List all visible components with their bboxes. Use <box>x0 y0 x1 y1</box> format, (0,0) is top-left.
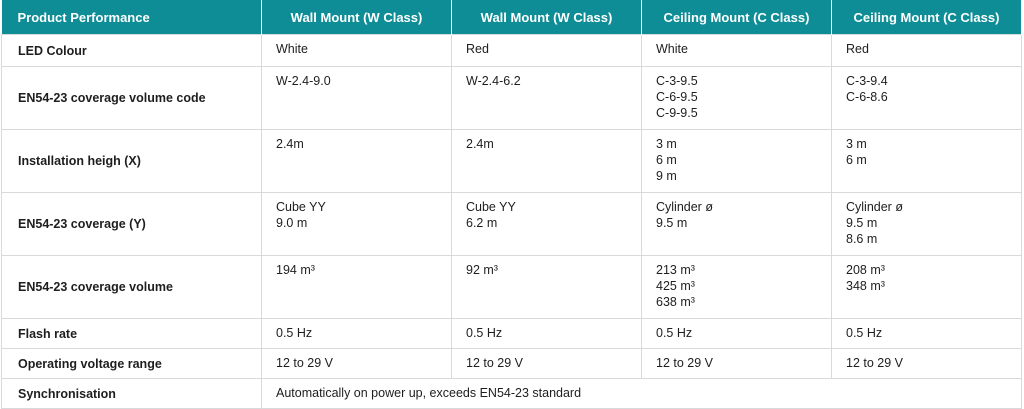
cell-line: 12 to 29 V <box>846 356 903 370</box>
table-row <box>2 193 1022 256</box>
table-cell <box>832 256 1022 319</box>
table-cell <box>452 67 642 130</box>
cell-line: 6 m <box>656 153 677 167</box>
header-wall-mount-red: Wall Mount (W Class) <box>452 0 642 35</box>
table-cell <box>832 349 1022 379</box>
cell-line: 2.4m <box>466 137 494 151</box>
table-row <box>2 35 1022 67</box>
row-label: Flash rate <box>2 319 262 349</box>
cell-line: 12 to 29 V <box>656 356 713 370</box>
cell-line: 213 m³ <box>656 263 695 277</box>
cell-line: W-2.4-9.0 <box>276 74 331 88</box>
table-cell: Automatically on power up, exceeds EN54-23 standard <box>262 379 1022 409</box>
table-cell <box>452 349 642 379</box>
table-cell <box>832 193 1022 256</box>
table-cell <box>262 130 452 193</box>
table-cell <box>642 67 832 130</box>
table-cell <box>452 319 642 349</box>
cell-line: 9 m <box>656 169 677 183</box>
header-ceiling-mount-white: Ceiling Mount (C Class) <box>642 0 832 35</box>
table-cell <box>262 256 452 319</box>
row-label: EN54-23 coverage (Y) <box>2 193 262 256</box>
table-cell <box>452 193 642 256</box>
cell-line: C-9-9.5 <box>656 106 698 120</box>
cell-line: 208 m³ <box>846 263 885 277</box>
table-cell <box>832 35 1022 67</box>
row-label: LED Colour <box>2 35 262 67</box>
cell-line: C-3-9.5 <box>656 74 698 88</box>
cell-line: Cylinder ø <box>846 200 903 214</box>
table-cell <box>832 67 1022 130</box>
cell-line: C-6-8.6 <box>846 90 888 104</box>
cell-line: Cube YY <box>276 200 326 214</box>
cell-line: W-2.4-6.2 <box>466 74 521 88</box>
table-cell <box>642 193 832 256</box>
cell-line: 9.5 m <box>846 216 878 230</box>
cell-line: 3 m <box>656 137 677 151</box>
table-cell <box>832 319 1022 349</box>
cell-line: 3 m <box>846 137 867 151</box>
table-cell <box>642 35 832 67</box>
cell-line: Cylinder ø <box>656 200 713 214</box>
cell-line: 348 m³ <box>846 279 885 293</box>
cell-line: White <box>276 42 308 56</box>
table-row <box>2 349 1022 379</box>
cell-line: 0.5 Hz <box>656 326 693 340</box>
row-label: EN54-23 coverage volume code <box>2 67 262 130</box>
table-cell <box>642 130 832 193</box>
table-row <box>2 130 1022 193</box>
table-row <box>2 256 1022 319</box>
table-cell <box>452 256 642 319</box>
cell-line: 6.2 m <box>466 216 498 230</box>
table-cell <box>642 256 832 319</box>
row-label: Operating voltage range <box>2 349 262 379</box>
table-row <box>2 379 1022 409</box>
cell-line: 0.5 Hz <box>846 326 883 340</box>
cell-line: 9.5 m <box>656 216 688 230</box>
cell-line: Red <box>846 42 869 56</box>
cell-line: 0.5 Hz <box>466 326 503 340</box>
cell-line: Cube YY <box>466 200 516 214</box>
table-cell <box>262 193 452 256</box>
cell-line: 425 m³ <box>656 279 695 293</box>
cell-line: C-3-9.4 <box>846 74 888 88</box>
row-label: Synchronisation <box>2 379 262 409</box>
table-cell <box>262 67 452 130</box>
table-row <box>2 67 1022 130</box>
header-row <box>2 0 1022 35</box>
header-ceiling-mount-red: Ceiling Mount (C Class) <box>832 0 1022 35</box>
cell-line: White <box>656 42 688 56</box>
cell-line: 638 m³ <box>656 295 695 309</box>
row-label: Installation heigh (X) <box>2 130 262 193</box>
cell-line: 0.5 Hz <box>276 326 313 340</box>
table-cell <box>262 319 452 349</box>
cell-line: 2.4m <box>276 137 304 151</box>
table-cell <box>452 35 642 67</box>
cell-line: 12 to 29 V <box>276 356 333 370</box>
table-cell <box>832 130 1022 193</box>
cell-line: 9.0 m <box>276 216 308 230</box>
table-cell <box>452 130 642 193</box>
header-wall-mount-white: Wall Mount (W Class) <box>262 0 452 35</box>
row-label: EN54-23 coverage volume <box>2 256 262 319</box>
product-performance-table <box>1 0 1022 409</box>
cell-line: 6 m <box>846 153 867 167</box>
cell-line: 92 m³ <box>466 263 498 277</box>
table-cell <box>262 35 452 67</box>
cell-line: 12 to 29 V <box>466 356 523 370</box>
table-cell <box>642 349 832 379</box>
table-cell <box>642 319 832 349</box>
table-cell <box>262 349 452 379</box>
cell-line: 8.6 m <box>846 232 878 246</box>
header-product-performance: Product Performance <box>2 0 262 35</box>
cell-line: Red <box>466 42 489 56</box>
cell-line: C-6-9.5 <box>656 90 698 104</box>
cell-line: 194 m³ <box>276 263 315 277</box>
table-row <box>2 319 1022 349</box>
